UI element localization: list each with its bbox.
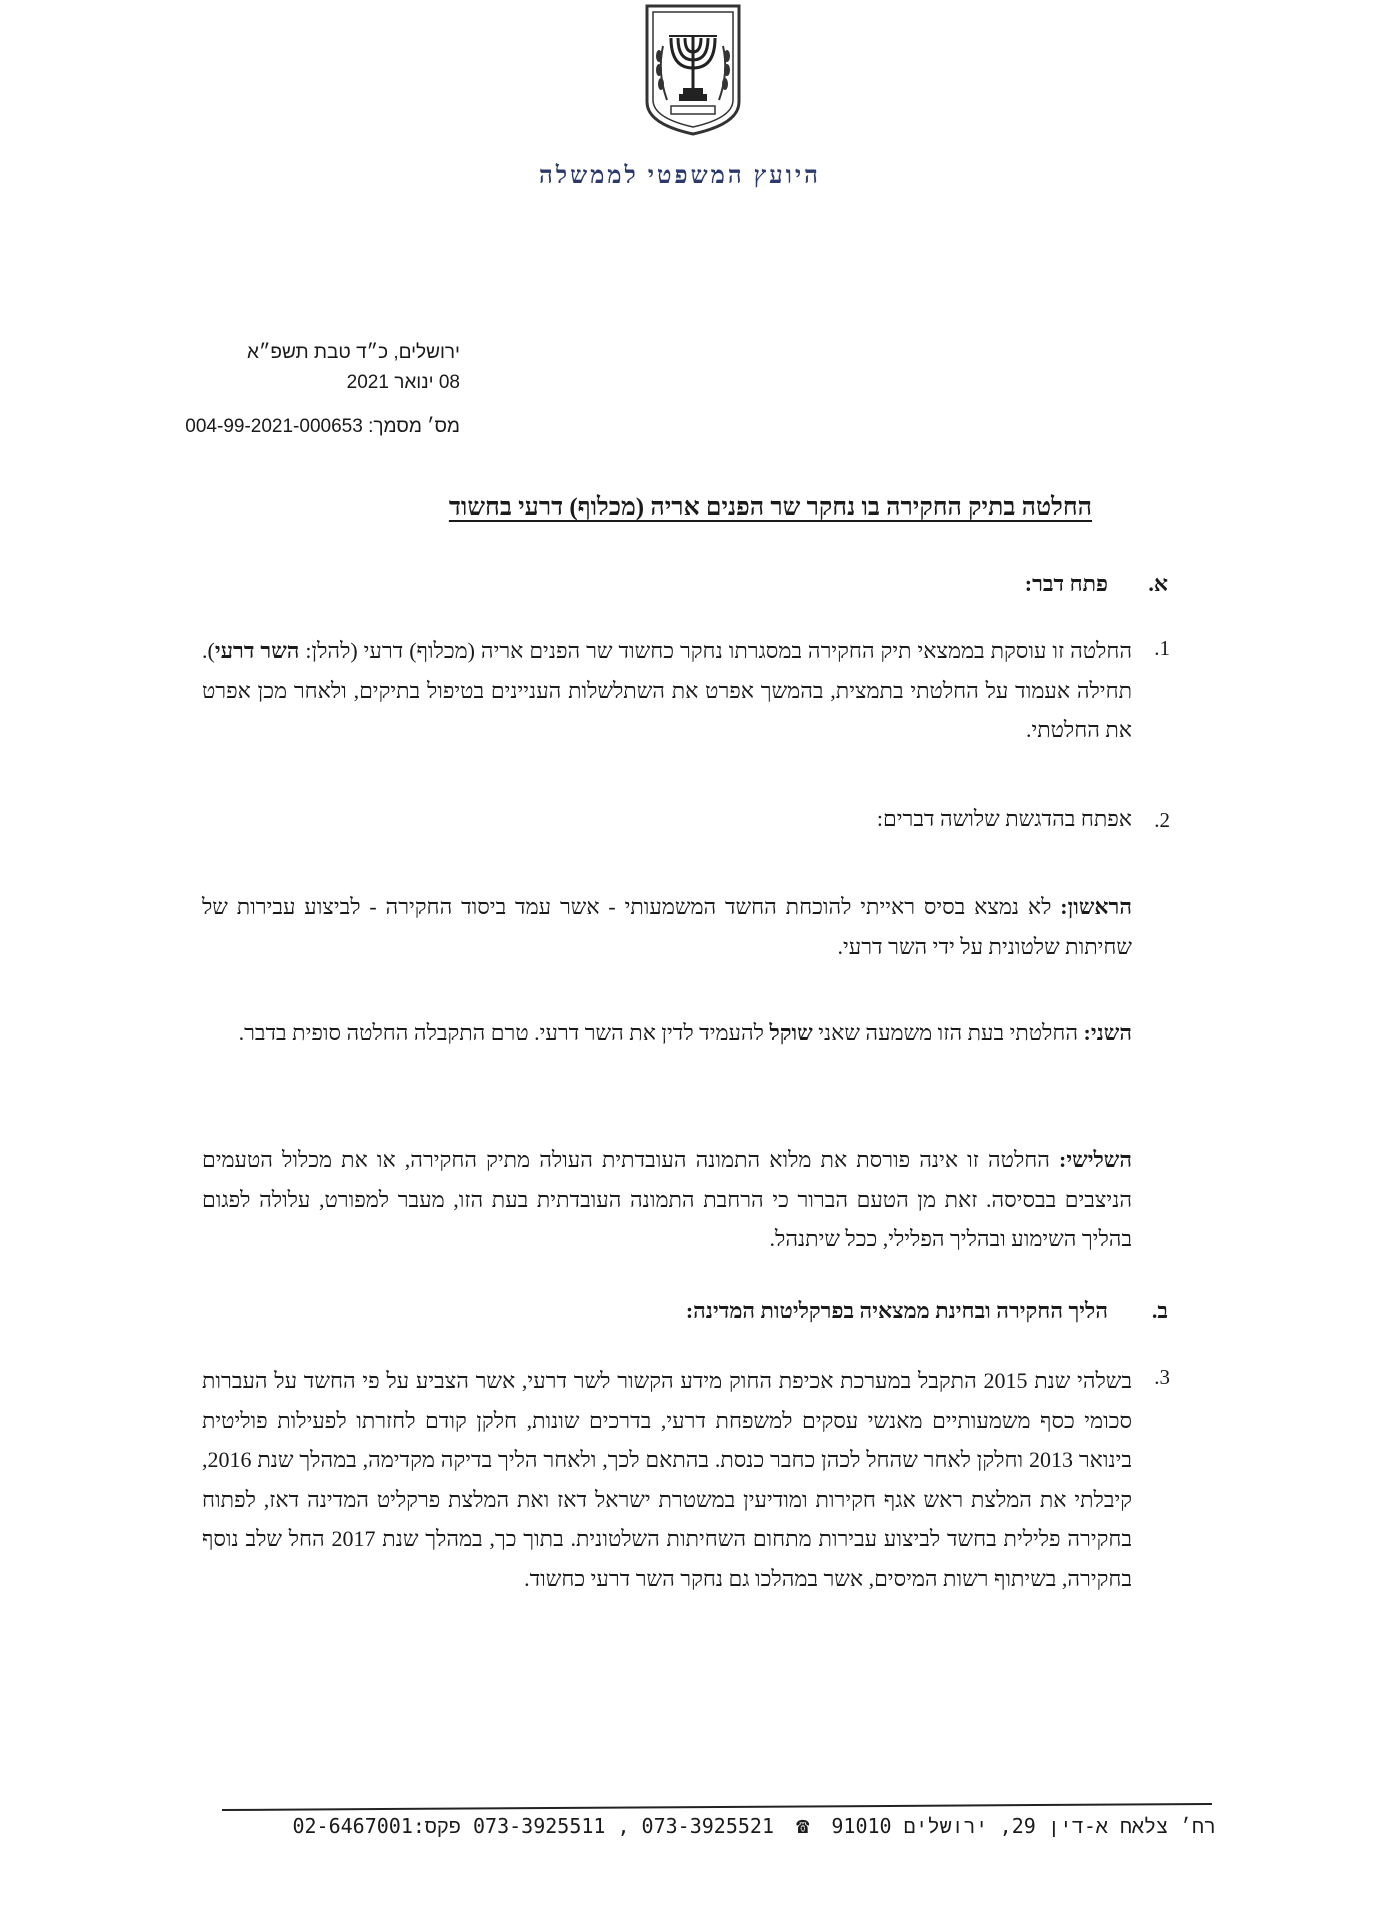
section-b-title: הליך החקירה ובחינת ממצאיה בפרקליטות המדינה: (685, 1298, 1108, 1323)
paragraph-1-bold-term: השר דרעי (214, 638, 300, 663)
document-title: החלטה בתיק החקירה בו נחקר שר הפנים אריה (מכלוף) דרעי בחשוד (448, 494, 1092, 521)
footer-divider (222, 1803, 1212, 1811)
document-meta (185, 338, 460, 442)
point-second-text-end: להעמיד לדין את השר דרעי. טרם התקבלה החלטה סופית בדבר. (238, 1020, 764, 1045)
footer-phones: 073-3925511 , 073-3925521 (472, 1814, 775, 1838)
paragraph-1-text-end: ). תחילה אעמוד על החלטתי בתמצית, בהמשך אפרט את השתלשלות העניינים בטיפול בתיקים, ולאחר מכן אפרט את החלטתי. (202, 638, 1132, 742)
date-hebrew: ירושלים, כ״ד טבת תשפ״א (247, 342, 460, 363)
paragraph-1-text-start: החלטה זו עוסקת בממצאי תיק החקירה במסגרתו נחקר כחשוד שר הפנים אריה (מכלוף) דרעי (להלן: (299, 638, 1132, 663)
section-a-title: פתח דבר: (1024, 571, 1108, 596)
footer-address: רח׳ צלאח א-דין 29, ירושלים 91010 (831, 1814, 1216, 1838)
paragraph-1 (202, 631, 1132, 750)
telephone-icon: ☎ (796, 1814, 810, 1839)
section-a-heading (1025, 571, 1168, 597)
point-second-bold-term: שוקל (769, 1020, 813, 1045)
paragraph-2-number: 2. (1154, 808, 1170, 832)
paragraph-3: בשלהי שנת 2015 התקבל במערכת אכיפת החוק מידע הקשור לשר דרעי, אשר הצביע על פי החשד על העברות סכומי כסף משמעותיים מאנשי עסקים למשפחת דרעי, בדרכים שונות, חלקן קודם לחזרתו לפעילות פוליטית בינואר 2013 וחלקן לאחר שהחל לכהן כחבר כנסת. בהתאם לכך, ולאחר הליך בדיקה מקדימה, במהלך שנת 2016, קיבלתי את המלצת ראש אגף חקירות ומודיעין במשטרת ישראל דאז ואת המלצת פרקליט המדינה דאז, לפתוח בחקירה פלילית בחשד לביצוע עבירות מתחום השחיתות השלטונית. בתוך כך, במהלך שנת 2017 החל שלב נוסף בחקירה, בשיתוף רשות המיסים, אשר במהלכו גם נחקר השר דרעי כחשוד. (202, 1368, 1132, 1591)
point-third-label: השלישי: (1059, 1147, 1133, 1172)
section-b-heading (686, 1298, 1168, 1324)
footer-fax: פקס:02-6467001 (292, 1814, 461, 1838)
document-reference (185, 412, 460, 442)
point-third-text: החלטה זו אינה פורסת את מלוא התמונה העובדתית העולה מתיק החקירה, או את מכלול הטעמים הניצבים בבסיסה. זאת מן הטעם הברור כי הרחבת התמונה העובדתית בעת הזו, מעבר למפורט, עלולה לפגום בהליך השימוע ובהליך הפלילי, ככל שיתנהל. (202, 1147, 1132, 1251)
paragraph-3-number: 3. (1154, 1365, 1170, 1389)
section-a-letter: א. (1148, 571, 1168, 596)
point-second-text-start: החלטתי בעת הזו משמעה שאני (818, 1020, 1079, 1045)
state-emblem-icon (641, 2, 745, 138)
point-first-text: לא נמצא בסיס ראייתי להוכחת החשד המשמעותי - אשר עמד ביסוד החקירה - לביצוע עבירות של שחיתות שלטונית על ידי השר דרעי. (202, 894, 1132, 959)
point-second-label: השני: (1083, 1020, 1132, 1045)
footer-contact (226, 1814, 1216, 1840)
reference-label: מס׳ מסמך: (368, 416, 460, 437)
reference-number: 004-99-2021-000653 (185, 416, 363, 437)
point-third (202, 1140, 1132, 1259)
point-first-label: הראשון: (1060, 894, 1132, 919)
point-first (202, 887, 1132, 966)
date-gregorian: 08 ינואר 2021 (346, 372, 460, 393)
paragraph-2: אפתח בהדגשת שלושה דברים: (876, 806, 1132, 831)
paragraph-1-number: 1. (1154, 636, 1170, 660)
section-b-letter: ב. (1151, 1298, 1168, 1323)
office-title: היועץ המשפטי לממשלה (539, 163, 821, 189)
point-second (202, 1013, 1132, 1053)
